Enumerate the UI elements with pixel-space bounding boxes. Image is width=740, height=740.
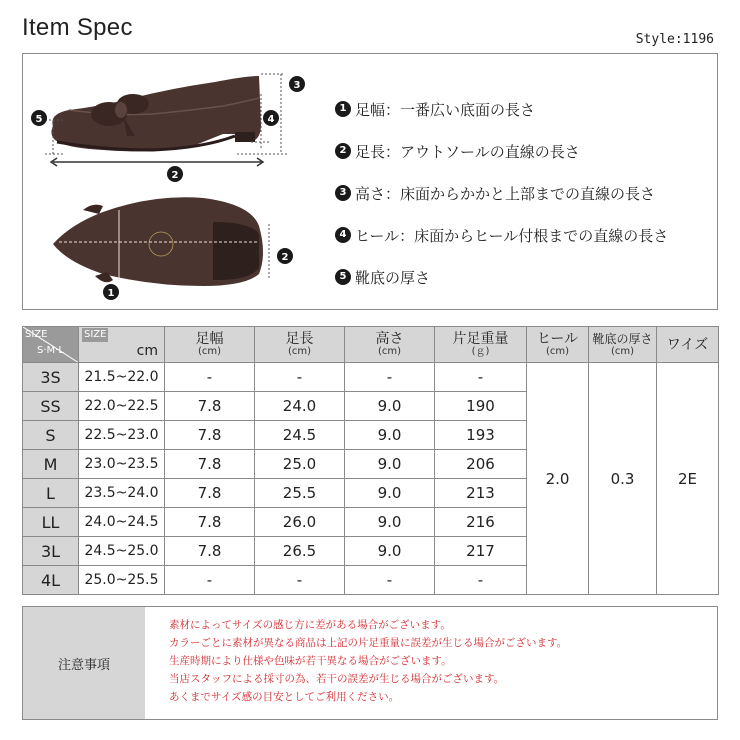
notes-box	[22, 606, 718, 720]
length-cell: -	[255, 566, 345, 595]
length-cell: -	[255, 363, 345, 392]
cm-range-cell: 25.0~25.5	[79, 566, 165, 595]
size-cell: S	[23, 421, 79, 450]
note-line: あくまでサイズ感の目安としてご利用ください。	[169, 691, 400, 703]
shoe-side-view	[51, 76, 261, 151]
svg-text:2: 2	[171, 170, 179, 181]
shoe-diagram	[23, 54, 323, 309]
legend-item	[335, 130, 668, 172]
length-cell: 24.0	[255, 392, 345, 421]
size-cell: L	[23, 479, 79, 508]
height-cell: 9.0	[345, 508, 435, 537]
col-header: 足幅 (cm)	[165, 327, 255, 363]
col-header: 靴底の厚さ (cm)	[589, 327, 657, 363]
marker-1	[103, 284, 119, 300]
legend-item	[335, 256, 668, 298]
legend-text: 足幅：一番広い底面の長さ	[355, 100, 536, 119]
notes-body	[145, 607, 717, 719]
height-cell: -	[345, 363, 435, 392]
height-cell: 9.0	[345, 421, 435, 450]
marker-5	[31, 110, 47, 126]
size-cell: 3L	[23, 537, 79, 566]
size-table	[22, 326, 719, 595]
wise-cell: 2E	[657, 363, 719, 595]
cm-range-cell: 24.0~24.5	[79, 508, 165, 537]
weight-cell: -	[435, 363, 527, 392]
legend-item	[335, 214, 668, 256]
col-header: ヒール (cm)	[527, 327, 589, 363]
page-title: Item Spec	[22, 14, 133, 41]
weight-cell: 213	[435, 479, 527, 508]
sole-thickness-cell: 0.3	[589, 363, 657, 595]
length-cell: 26.0	[255, 508, 345, 537]
note-line: 生産時期により仕様や色味が若干異なる場合がございます。	[169, 655, 452, 667]
size-cell: 4L	[23, 566, 79, 595]
size-cell: M	[23, 450, 79, 479]
weight-cell: 217	[435, 537, 527, 566]
number-badge-icon: 4	[335, 227, 351, 243]
number-badge-icon: 5	[335, 269, 351, 285]
number-badge-icon: 1	[335, 101, 351, 117]
width-cell: -	[165, 566, 255, 595]
height-cell: -	[345, 566, 435, 595]
width-cell: -	[165, 363, 255, 392]
legend-text: 足長：アウトソールの直線の長さ	[355, 142, 580, 161]
legend-text: 靴底の厚さ	[355, 268, 431, 287]
height-cell: 9.0	[345, 479, 435, 508]
col-header: 高さ (cm)	[345, 327, 435, 363]
number-badge-icon: 3	[335, 185, 351, 201]
size-cell: LL	[23, 508, 79, 537]
height-cell: 9.0	[345, 392, 435, 421]
svg-text:2: 2	[281, 252, 289, 263]
height-cell: 9.0	[345, 450, 435, 479]
cm-range-cell: 22.0~22.5	[79, 392, 165, 421]
legend-item	[335, 172, 668, 214]
measurement-legend	[335, 88, 668, 298]
width-cell: 7.8	[165, 450, 255, 479]
col-header: ワイズ	[657, 327, 719, 363]
note-line: 素材によってサイズの感じ方に差がある場合がございます。	[169, 619, 451, 631]
cm-range-cell: 21.5~22.0	[79, 363, 165, 392]
col-header: 足長 (cm)	[255, 327, 345, 363]
marker-2-side	[167, 166, 183, 182]
notes-label: 注意事項	[23, 607, 145, 719]
svg-text:4: 4	[267, 114, 275, 125]
width-cell: 7.8	[165, 537, 255, 566]
legend-item	[335, 88, 668, 130]
length-cell: 25.5	[255, 479, 345, 508]
note-line: カラーごとに素材が異なる商品は上記の片足重量に誤差が生じる場合がございます。	[169, 637, 568, 649]
size-cell: 3S	[23, 363, 79, 392]
col-header: 片足重量 (ｇ)	[435, 327, 527, 363]
size-cell: SS	[23, 392, 79, 421]
marker-2-sole	[277, 248, 293, 264]
heel-cell: 2.0	[527, 363, 589, 595]
cm-range-cell: 23.0~23.5	[79, 450, 165, 479]
svg-text:3: 3	[293, 80, 301, 91]
weight-cell: 193	[435, 421, 527, 450]
weight-cell: 216	[435, 508, 527, 537]
length-cell: 24.5	[255, 421, 345, 450]
length-cell: 26.5	[255, 537, 345, 566]
cm-header-cell: SIZE cm	[79, 327, 165, 363]
cm-range-cell: 22.5~23.0	[79, 421, 165, 450]
svg-text:5: 5	[35, 114, 43, 125]
height-cell: 9.0	[345, 537, 435, 566]
table-header-row	[23, 327, 719, 363]
cm-range-cell: 24.5~25.0	[79, 537, 165, 566]
width-cell: 7.8	[165, 421, 255, 450]
width-cell: 7.8	[165, 392, 255, 421]
note-line: 当店スタッフによる採寸の為、若干の誤差が生じる場合がございます。	[169, 673, 505, 685]
weight-cell: 190	[435, 392, 527, 421]
legend-text: 高さ：床面からかかと上部までの直線の長さ	[355, 184, 656, 203]
marker-3	[289, 76, 305, 92]
size-corner-cell: SIZE S·M·L	[23, 327, 79, 363]
legend-text: ヒール：床面からヒール付根までの直線の長さ	[355, 226, 669, 245]
marker-4	[263, 110, 279, 126]
weight-cell: 206	[435, 450, 527, 479]
style-code: Style:1196	[635, 32, 714, 47]
number-badge-icon: 2	[335, 143, 351, 159]
svg-text:1: 1	[107, 288, 115, 299]
weight-cell: -	[435, 566, 527, 595]
table-row	[23, 363, 719, 392]
length-cell: 25.0	[255, 450, 345, 479]
spec-panel	[22, 53, 718, 310]
width-cell: 7.8	[165, 479, 255, 508]
cm-range-cell: 23.5~24.0	[79, 479, 165, 508]
width-cell: 7.8	[165, 508, 255, 537]
